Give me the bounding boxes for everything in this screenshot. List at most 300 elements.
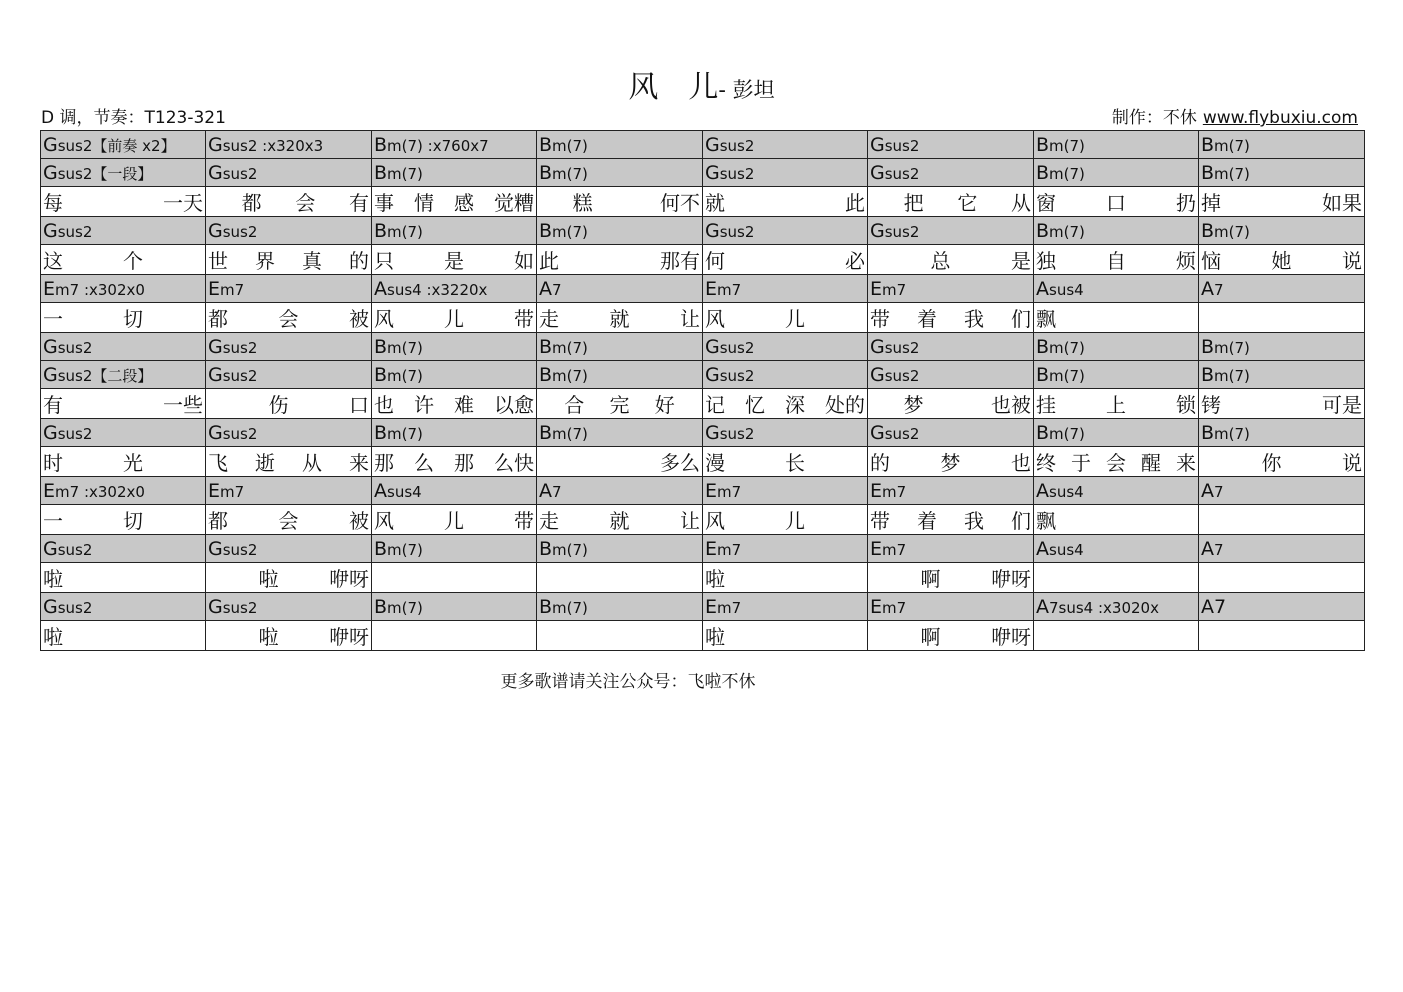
lyric-word: 上 (1106, 393, 1126, 417)
lyric-word: 糕 (572, 191, 593, 215)
chord-root: B (1201, 161, 1215, 184)
lyric-line (43, 447, 203, 476)
chord-quality: sus2 (222, 366, 258, 385)
chord-quality: m(7) (552, 338, 588, 357)
lyric-cell (868, 187, 1034, 217)
chord-cell (703, 333, 868, 361)
chord-root: B (539, 133, 553, 156)
chord-cell (868, 159, 1034, 187)
chord-root: B (1201, 421, 1215, 444)
chord-quality: m(7) (552, 424, 588, 443)
lyric-word: 独 (1036, 249, 1056, 273)
lyric-word: 事 (374, 191, 394, 215)
lyric-word: 带 (514, 307, 534, 331)
lyric-word: 有 (43, 393, 63, 417)
lyric-word: 儿 (785, 307, 805, 331)
lyric-cell (868, 303, 1034, 333)
chord-quality: sus2 (719, 136, 755, 155)
chord-quality: 7sus4 :x3020x (1049, 598, 1159, 617)
chord-cell (537, 275, 703, 303)
lyric-word: 风 (705, 307, 725, 331)
lyric-word: 时 (43, 451, 63, 475)
lyric-word: 啦 (258, 567, 279, 591)
lyric-cell (703, 505, 868, 535)
lyric-cell (537, 447, 703, 477)
lyric-word: 好 (654, 393, 675, 417)
chord-cell (41, 361, 206, 389)
chord-quality: sus2 (884, 222, 920, 241)
lyric-word: 风 (705, 509, 725, 533)
chord-root: B (374, 161, 388, 184)
chord-cell (703, 361, 868, 389)
lyric-word: 如果 (1322, 191, 1362, 215)
lyric-word: 一天 (163, 191, 203, 215)
lyric-word: 于 (1071, 451, 1091, 475)
lyric-word: 都 (208, 307, 228, 331)
lyric-word: 咿呀 (991, 625, 1031, 649)
chord-root: B (1036, 133, 1050, 156)
chord-row (41, 419, 1365, 447)
chord-root: G (43, 335, 58, 358)
lyric-word: 就 (609, 307, 630, 331)
lyric-word: 有 (348, 191, 369, 215)
lyric-cell (372, 505, 537, 535)
lyric-cell (1199, 447, 1365, 477)
chord-row (41, 477, 1365, 505)
lyric-word: 一 (43, 307, 63, 331)
lyric-word: 我 (964, 307, 984, 331)
chord-quality: m(7) (1214, 222, 1250, 241)
chord-cell (372, 477, 537, 505)
lyric-cell (41, 389, 206, 419)
lyric-word: 被 (349, 509, 369, 533)
chord-root: E (705, 479, 718, 502)
lyric-word: 忆 (745, 393, 765, 417)
chord-root: G (43, 363, 58, 386)
lyric-word: 被 (349, 307, 369, 331)
lyric-line (870, 389, 1031, 418)
chord-quality: sus2 (719, 222, 755, 241)
lyric-cell (1034, 245, 1199, 275)
chord-quality: sus2 (57, 222, 93, 241)
chord-quality: m(7) (387, 540, 423, 559)
lyric-line (705, 245, 865, 274)
lyric-word: 梦 (940, 451, 961, 475)
lyric-line (1036, 245, 1196, 274)
lyric-cell (868, 563, 1034, 593)
chord-cell (1034, 419, 1199, 447)
lyric-word: 那有 (660, 249, 700, 273)
lyric-word: 咿呀 (329, 625, 369, 649)
lyric-word: 飘 (1036, 509, 1056, 533)
chord-quality: m7 (717, 540, 742, 559)
lyric-line (705, 447, 865, 476)
chord-cell (1199, 333, 1365, 361)
lyric-cell (1034, 563, 1199, 593)
chord-cell (372, 131, 537, 159)
lyric-cell (703, 389, 868, 419)
chord-root: B (374, 363, 388, 386)
lyric-word: 何 (705, 249, 725, 273)
lyric-cell (537, 505, 703, 535)
chord-root: B (539, 363, 553, 386)
lyric-line (870, 563, 1031, 592)
lyric-word: 她 (1271, 249, 1292, 273)
chord-cell (1199, 361, 1365, 389)
lyric-cell (206, 187, 372, 217)
lyric-cell (537, 563, 703, 593)
chord-quality: m(7) (387, 366, 423, 385)
lyric-row (41, 447, 1365, 477)
lyric-word: 恼 (1201, 249, 1221, 273)
chord-cell (41, 593, 206, 621)
lyric-word: 那 (454, 451, 474, 475)
lyric-word: 儿 (444, 509, 464, 533)
chord-cell (41, 159, 206, 187)
lyric-cell (206, 447, 372, 477)
lyric-cell (1199, 187, 1365, 217)
chord-root: G (870, 219, 885, 242)
chord-cell (206, 419, 372, 447)
chord-root: G (705, 335, 720, 358)
chord-quality: m(7) (1214, 366, 1250, 385)
lyric-word: 多么 (660, 451, 700, 475)
chord-quality: m7 (882, 540, 907, 559)
chord-quality: m7 (717, 482, 742, 501)
lyric-word: 挂 (1036, 393, 1056, 417)
lyric-cell (703, 303, 868, 333)
lyric-word: 切 (123, 509, 143, 533)
lyric-word: 切 (123, 307, 143, 331)
chord-quality: sus2 (222, 540, 258, 559)
lyric-word: 飞 (208, 451, 228, 475)
chord-root: B (539, 219, 553, 242)
chord-cell (868, 217, 1034, 245)
lyric-word: 走 (539, 509, 559, 533)
lyric-row (41, 245, 1365, 275)
lyric-line (374, 245, 534, 274)
lyric-line (1201, 389, 1362, 418)
lyric-cell (41, 563, 206, 593)
chord-root: B (1036, 335, 1050, 358)
chord-cell (372, 535, 537, 563)
lyric-line (208, 245, 369, 274)
chord-quality: sus2 (719, 164, 755, 183)
chord-quality: sus2 (222, 338, 258, 357)
lyric-line (705, 505, 865, 534)
chord-quality: 7 (1214, 482, 1224, 501)
lyric-word: 说 (1342, 249, 1362, 273)
lyric-word: 儿 (444, 307, 464, 331)
chord-quality: sus2 (884, 424, 920, 443)
chord-quality: m7 (220, 482, 245, 501)
chord-cell (41, 477, 206, 505)
chord-cell (868, 333, 1034, 361)
chord-quality: m(7) (1049, 424, 1085, 443)
lyric-word: 许 (414, 393, 434, 417)
chord-root: B (539, 537, 553, 560)
chord-root: G (43, 161, 58, 184)
chord-root: E (43, 479, 56, 502)
chord-quality: m(7) (1214, 164, 1250, 183)
lyric-cell (1034, 505, 1199, 535)
song-title (0, 62, 1403, 106)
lyric-cell (537, 389, 703, 419)
chord-quality: m7 (717, 598, 742, 617)
lyric-word: 儿 (785, 509, 805, 533)
chord-cell (868, 361, 1034, 389)
lyric-cell (41, 245, 206, 275)
chord-quality: sus2【一段】 (57, 164, 153, 183)
chord-root: E (870, 277, 883, 300)
lyric-cell (703, 187, 868, 217)
lyric-line (208, 187, 369, 216)
chord-quality: sus2 (57, 424, 93, 443)
chord-root: B (1201, 133, 1215, 156)
chord-cell (41, 275, 206, 303)
chord-quality: m(7) (1214, 424, 1250, 443)
chord-cell (703, 275, 868, 303)
chord-cell (703, 159, 868, 187)
lyric-word: 以愈 (494, 393, 534, 417)
chord-cell (206, 275, 372, 303)
lyric-row (41, 303, 1365, 333)
chord-quality: sus2 (222, 164, 258, 183)
lyric-word: 何不 (659, 191, 700, 215)
lyric-word: 伤 (268, 393, 289, 417)
chord-cell (41, 131, 206, 159)
lyric-line (43, 187, 203, 216)
chord-cell (537, 159, 703, 187)
lyric-word: 啊 (920, 625, 941, 649)
lyric-line (43, 389, 203, 418)
chord-row (41, 131, 1365, 159)
lyric-line (208, 389, 369, 418)
lyric-cell (537, 187, 703, 217)
song-name: 风 儿 (628, 70, 719, 105)
chord-quality: sus2 (57, 338, 93, 357)
lyric-line (705, 563, 865, 592)
chord-cell (206, 477, 372, 505)
chord-cell (537, 361, 703, 389)
lyric-cell (372, 563, 537, 593)
lyric-line (539, 447, 700, 476)
chord-row (41, 361, 1365, 389)
lyric-cell (206, 303, 372, 333)
lyric-word: 是 (1011, 249, 1031, 273)
chord-root: A (1036, 595, 1049, 618)
lyric-word: 的 (870, 451, 890, 475)
lyric-word: 来 (1176, 451, 1196, 475)
lyric-word: 完 (609, 393, 630, 417)
lyric-word: 铐 (1201, 393, 1221, 417)
lyric-line (705, 621, 865, 650)
lyric-line (208, 505, 369, 534)
chord-root: G (43, 133, 58, 156)
chord-cell (1034, 477, 1199, 505)
lyric-word: 把 (903, 191, 924, 215)
lyric-line (1036, 303, 1196, 332)
chord-root: G (705, 219, 720, 242)
site-link[interactable]: www.flybuxiu.com (1202, 108, 1358, 128)
lyric-cell (41, 303, 206, 333)
chord-root: G (870, 161, 885, 184)
chord-root: B (539, 421, 553, 444)
credit-text: 制作：不休 (1111, 108, 1197, 128)
lyric-line (208, 563, 369, 592)
lyric-line (539, 505, 700, 534)
lyric-word: 风 (374, 307, 394, 331)
chord-cell (703, 217, 868, 245)
chord-root: B (1201, 363, 1215, 386)
lyric-cell (372, 245, 537, 275)
lyric-line (870, 447, 1031, 476)
lyric-word: 让 (680, 307, 700, 331)
chord-root: A (1036, 479, 1049, 502)
lyric-word: 感 (454, 191, 474, 215)
chord-cell (868, 477, 1034, 505)
chord-cell (41, 217, 206, 245)
chord-cell (206, 159, 372, 187)
chord-quality: m(7) (552, 366, 588, 385)
chord-cell (1034, 333, 1199, 361)
lyric-word: 总 (930, 249, 951, 273)
lyric-cell (206, 245, 372, 275)
chord-quality: sus2 (719, 338, 755, 357)
lyric-word: 啦 (705, 567, 725, 591)
chord-root: E (43, 277, 56, 300)
chord-quality: m(7) :x760x7 (387, 136, 489, 155)
lyric-word: 是 (444, 249, 464, 273)
lyric-word: 必 (845, 249, 865, 273)
chord-quality: sus2 (57, 540, 93, 559)
chord-quality: m(7) (1049, 338, 1085, 357)
lyric-word: 如 (514, 249, 534, 273)
chord-cell (537, 477, 703, 505)
lyric-word: 也被 (990, 393, 1031, 417)
chord-quality: sus2 :x320x3 (222, 136, 324, 155)
chord-quality: m(7) (1049, 136, 1085, 155)
lyric-word: 么快 (494, 451, 534, 475)
chord-cell (1034, 361, 1199, 389)
lyric-word: 都 (241, 191, 262, 215)
lyric-cell (1199, 621, 1365, 651)
lyric-word: 就 (705, 191, 725, 215)
lyric-word: 让 (680, 509, 700, 533)
chord-root: G (43, 219, 58, 242)
lyric-cell (1034, 447, 1199, 477)
lyric-cell (703, 245, 868, 275)
chord-root: A (1036, 537, 1049, 560)
lyric-word: 醒 (1141, 451, 1161, 475)
chord-root: A (1036, 277, 1049, 300)
lyric-word: 会 (1106, 451, 1126, 475)
chord-quality: sus4 :x3220x (387, 280, 488, 299)
lyric-line (705, 389, 865, 418)
lyric-word: 就 (609, 509, 630, 533)
lyric-word: 此 (845, 191, 865, 215)
lyric-word: 终 (1036, 451, 1056, 475)
lyric-word: 情 (414, 191, 434, 215)
chord-cell (41, 535, 206, 563)
lyric-word: 漫 (705, 451, 725, 475)
chord-row (41, 275, 1365, 303)
chord-cell (372, 333, 537, 361)
lyric-word: 也 (374, 393, 394, 417)
chord-root: G (870, 133, 885, 156)
lyric-word: 着 (917, 509, 937, 533)
lyric-line (374, 389, 534, 418)
lyric-cell (1199, 505, 1365, 535)
chord-quality: sus4 (387, 482, 422, 501)
chord-cell (1034, 131, 1199, 159)
lyric-word: 觉糟 (494, 191, 534, 215)
chord-quality: m(7) (387, 222, 423, 241)
lyric-line (374, 505, 534, 534)
chord-quality: m(7) (552, 222, 588, 241)
lyric-line (1201, 245, 1362, 274)
chord-root: G (705, 363, 720, 386)
chord-cell (206, 535, 372, 563)
chord-cell (1034, 535, 1199, 563)
chord-cell (372, 361, 537, 389)
lyric-word: 啦 (43, 625, 63, 649)
lyric-word: 会 (278, 509, 299, 533)
lyric-cell (372, 621, 537, 651)
chord-root: B (374, 421, 388, 444)
lyric-line (1201, 447, 1362, 476)
lyric-word: 啦 (43, 567, 63, 591)
chord-quality: sus4 (1049, 482, 1084, 501)
chord-cell (372, 275, 537, 303)
lyric-word: 每 (43, 191, 63, 215)
chord-cell (703, 593, 868, 621)
chord-quality: m7 (882, 280, 907, 299)
chord-root: E (870, 479, 883, 502)
chord-cell (868, 275, 1034, 303)
lyric-word: 带 (870, 307, 890, 331)
chord-cell (206, 333, 372, 361)
lyric-word: 锁 (1176, 393, 1196, 417)
lyric-word: 一些 (163, 393, 203, 417)
lyric-word: 口 (349, 393, 369, 417)
chord-cell (1199, 159, 1365, 187)
chord-root: A (1201, 277, 1214, 300)
lyric-word: 会 (295, 191, 316, 215)
lyric-line (539, 245, 700, 274)
lyric-cell (703, 563, 868, 593)
chord-cell (703, 477, 868, 505)
chord-quality: sus2 (719, 366, 755, 385)
lyric-word: 只 (374, 249, 394, 273)
chord-quality: sus4 (1049, 540, 1084, 559)
chord-root: E (208, 277, 221, 300)
lyric-cell (1034, 389, 1199, 419)
lyric-line (43, 505, 203, 534)
chord-root: B (1201, 219, 1215, 242)
lyric-cell (703, 447, 868, 477)
chord-cell (206, 361, 372, 389)
chord-root: E (705, 277, 718, 300)
lyric-line (1036, 447, 1196, 476)
chord-root: G (208, 161, 223, 184)
chord-sheet (40, 130, 1365, 651)
chord-cell (1034, 159, 1199, 187)
chord-quality: m(7) (552, 598, 588, 617)
lyric-line (43, 563, 203, 592)
lyric-line (208, 621, 369, 650)
lyric-cell (41, 187, 206, 217)
